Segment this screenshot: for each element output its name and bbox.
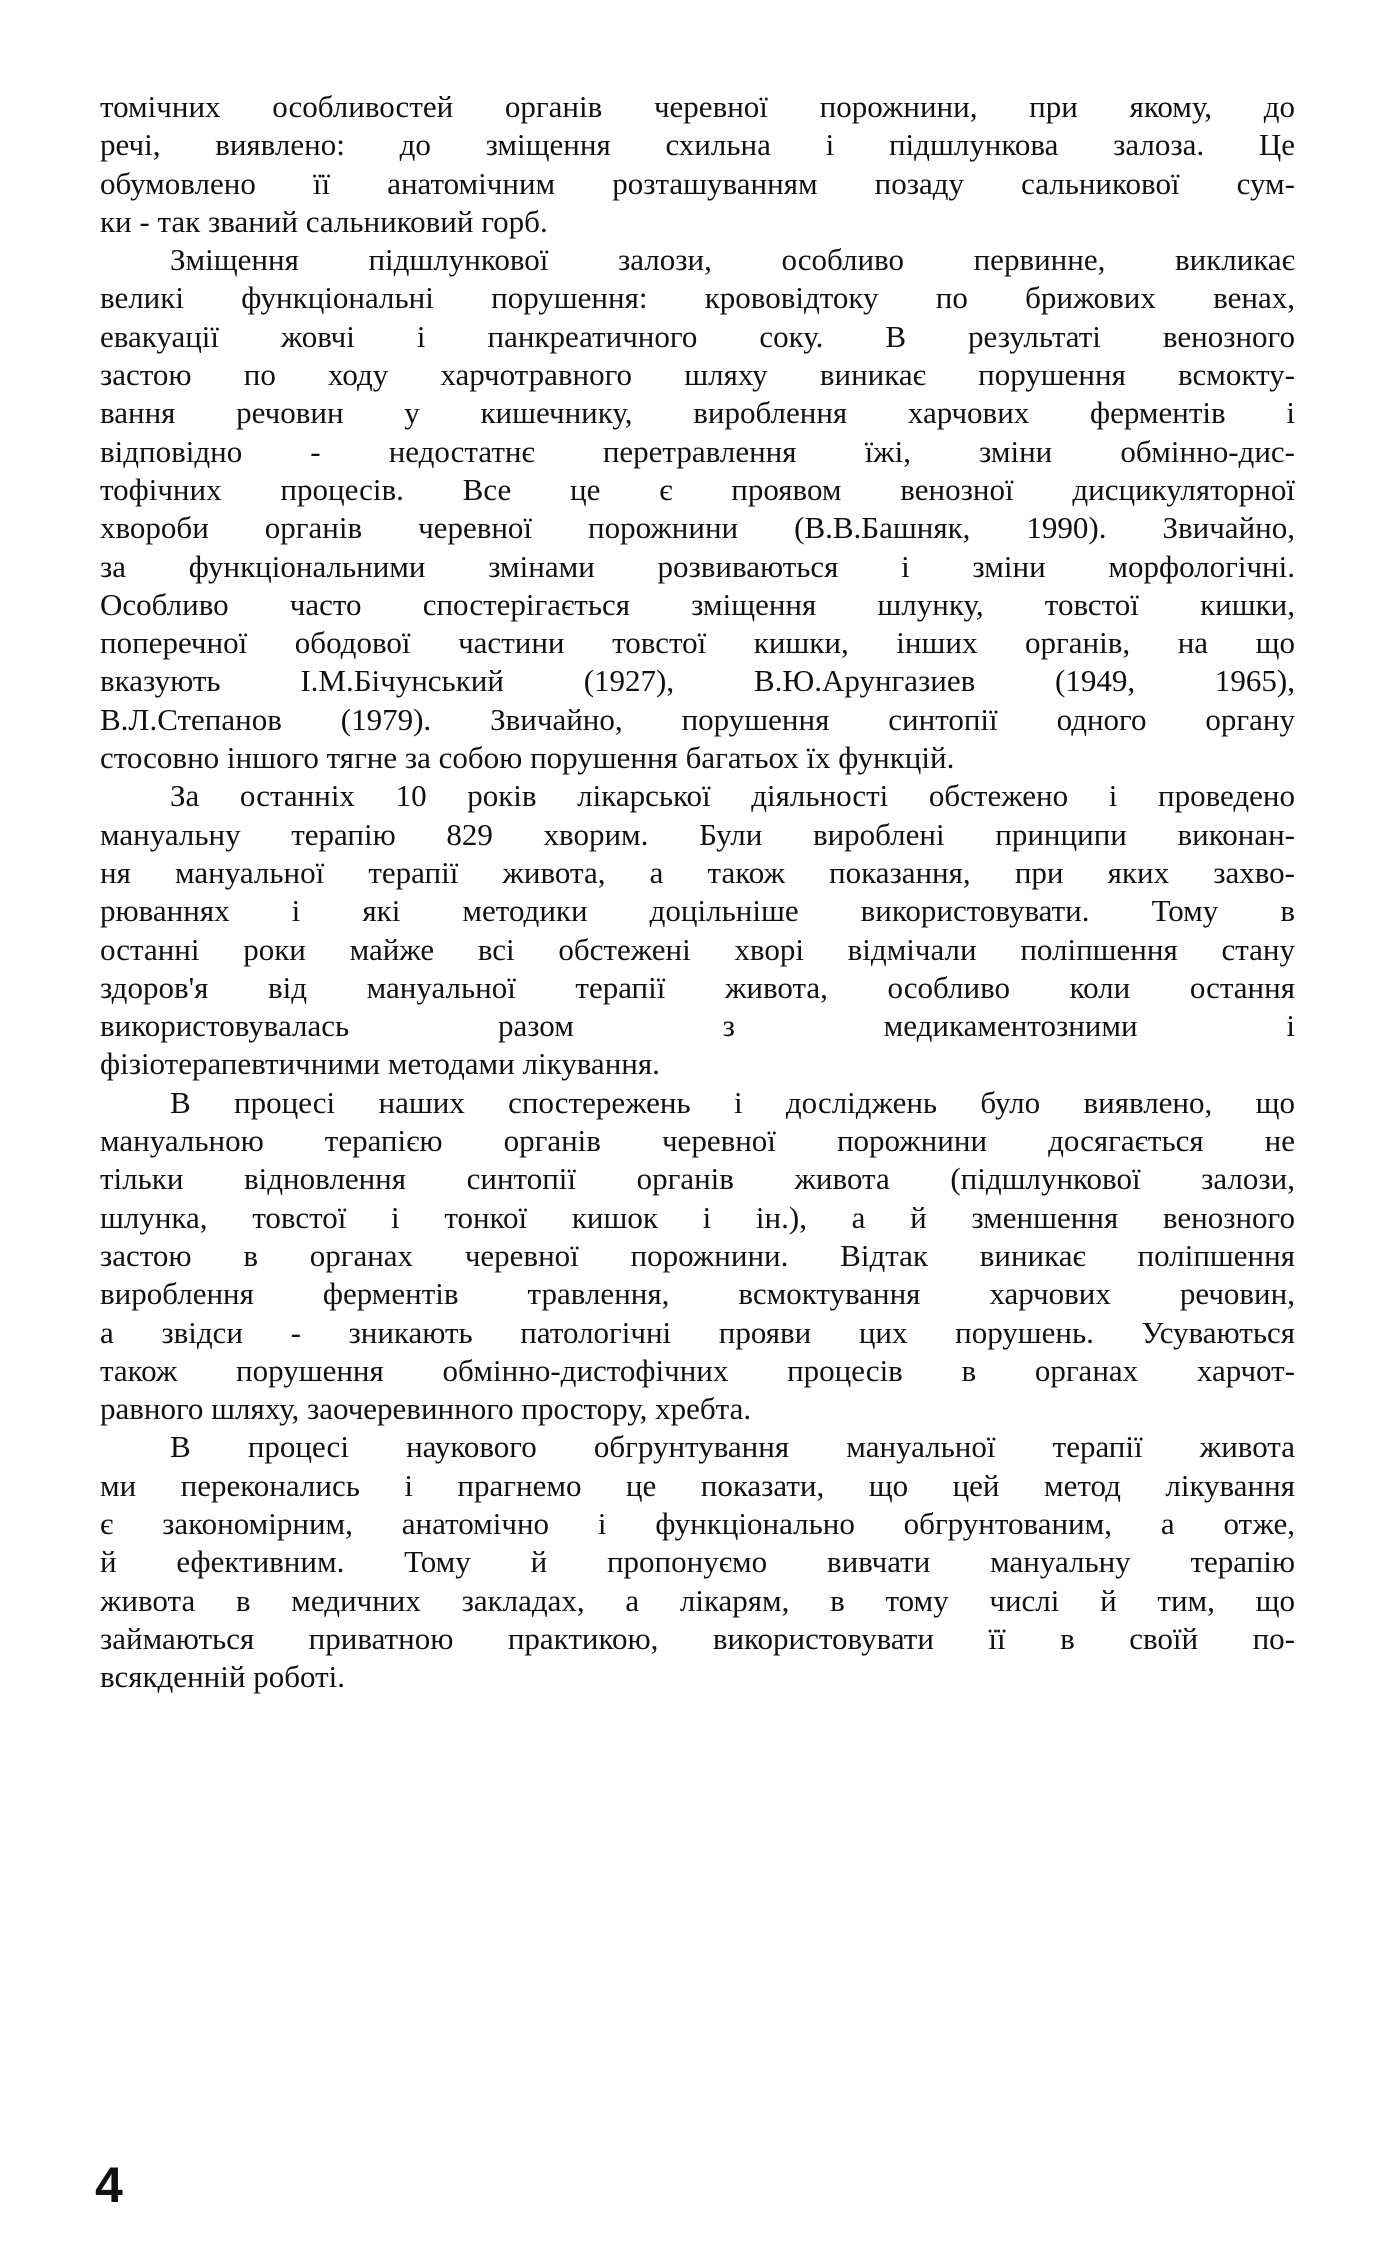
- text-line: За останніх 10 років лікарської діяльності обстежено і проведено: [170, 778, 1295, 814]
- text-line: а звідси - зникають патологічні прояви цих порушень. Усуваються: [100, 1314, 1295, 1350]
- text-line: В.Л.Степанов (1979). Звичайно, порушення синтопії одного органу: [100, 701, 1295, 737]
- text-line: живота в медичних закладах, а лікарям, в тому числі й тим, що: [100, 1582, 1295, 1618]
- text-line: тофічних процесів. Все це є проявом венозної дисцикуляторної: [100, 471, 1295, 507]
- text-line: здоров'я від мануальної терапії живота, особливо коли остання: [100, 969, 1295, 1005]
- text-line: равного шляху, заочеревинного простору, хребта.: [100, 1391, 752, 1427]
- text-line: ми переконались і прагнемо це показати, що цей метод лікування: [100, 1467, 1295, 1503]
- text-line: мануальною терапією органів черевної порожнини досягається не: [100, 1123, 1295, 1159]
- text-line: застою по ходу харчотравного шляху виникає порушення всмокту-: [100, 357, 1295, 393]
- text-line: за функціональними змінами розвиваються і зміни морфологічні.: [100, 548, 1295, 584]
- text-line: хвороби органів черевної порожнини (В.В.Башняк, 1990). Звичайно,: [100, 510, 1295, 546]
- text-line: останні роки майже всі обстежені хворі відмічали поліпшення стану: [100, 931, 1295, 967]
- text-line: стосовно іншого тягне за собою порушення багатьох їх функцій.: [100, 740, 955, 776]
- text-line: ня мануальної терапії живота, а також показання, при яких захво-: [100, 854, 1295, 890]
- text-line: також порушення обмінно-дистофічних процесів в органах харчот-: [100, 1352, 1295, 1388]
- text-line: вироблення ферментів травлення, всмоктування харчових речовин,: [100, 1276, 1295, 1312]
- text-line: фізіотерапевтичними методами лікування.: [100, 1046, 660, 1082]
- text-line: Особливо часто спостерігається зміщення шлунку, товстої кишки,: [100, 586, 1295, 622]
- page-body-text: [100, 88, 1295, 1696]
- text-line: застою в органах черевної порожнини. Відтак виникає поліпшення: [100, 1237, 1295, 1273]
- text-line: речі, виявлено: до зміщення схильна і підшлункова залоза. Це: [100, 127, 1295, 163]
- text-line: й ефективним. Тому й пропонуємо вивчати мануальну терапію: [100, 1544, 1295, 1580]
- text-line: поперечної ободової частини товстої кишки, інших органів, на що: [100, 625, 1295, 661]
- text-line: всякденній роботі.: [100, 1659, 345, 1695]
- text-line: В процесі наших спостережень і досліджень було виявлено, що: [170, 1084, 1295, 1120]
- text-line: є закономірним, анатомічно і функціонально обгрунтованим, а отже,: [100, 1505, 1295, 1541]
- page-number: 4: [95, 2157, 123, 2213]
- text-line: відповідно - недостатнє перетравлення їжі, зміни обмінно-дис-: [100, 433, 1295, 469]
- text-line: вання речовин у кишечнику, вироблення харчових ферментів і: [100, 395, 1295, 431]
- text-line: томічних особливостей органів черевної порожнини, при якому, до: [100, 89, 1295, 124]
- text-line: ки - так званий сальниковий горб.: [100, 203, 548, 239]
- text-line: великі функціональні порушення: крововідтоку по брижових венах,: [100, 280, 1295, 316]
- text-line: обумовлено її анатомічним розташуванням позаду сальникової сум-: [100, 165, 1295, 201]
- text-line: мануальну терапію 829 хворим. Були вироблені принципи виконан-: [100, 816, 1295, 852]
- text-line: евакуації жовчі і панкреатичного соку. В результаті венозного: [100, 318, 1295, 354]
- text-line: вказують І.М.Бічунський (1927), В.Ю.Арунгазиев (1949, 1965),: [100, 663, 1295, 699]
- text-line: тільки відновлення синтопії органів живота (підшлункової залози,: [100, 1161, 1295, 1197]
- text-line: В процесі наукового обгрунтування мануальної терапії живота: [170, 1429, 1295, 1465]
- text-line: займаються приватною практикою, використовувати її в своїй по-: [100, 1620, 1295, 1656]
- text-line: шлунка, товстої і тонкої кишок і ін.), а й зменшення венозного: [100, 1199, 1295, 1235]
- text-line: використовувалась разом з медикаментозними і: [100, 1008, 1295, 1044]
- text-line: рюваннях і які методики доцільніше використовувати. Тому в: [100, 893, 1295, 929]
- text-line: Зміщення підшлункової залози, особливо первинне, викликає: [170, 242, 1295, 278]
